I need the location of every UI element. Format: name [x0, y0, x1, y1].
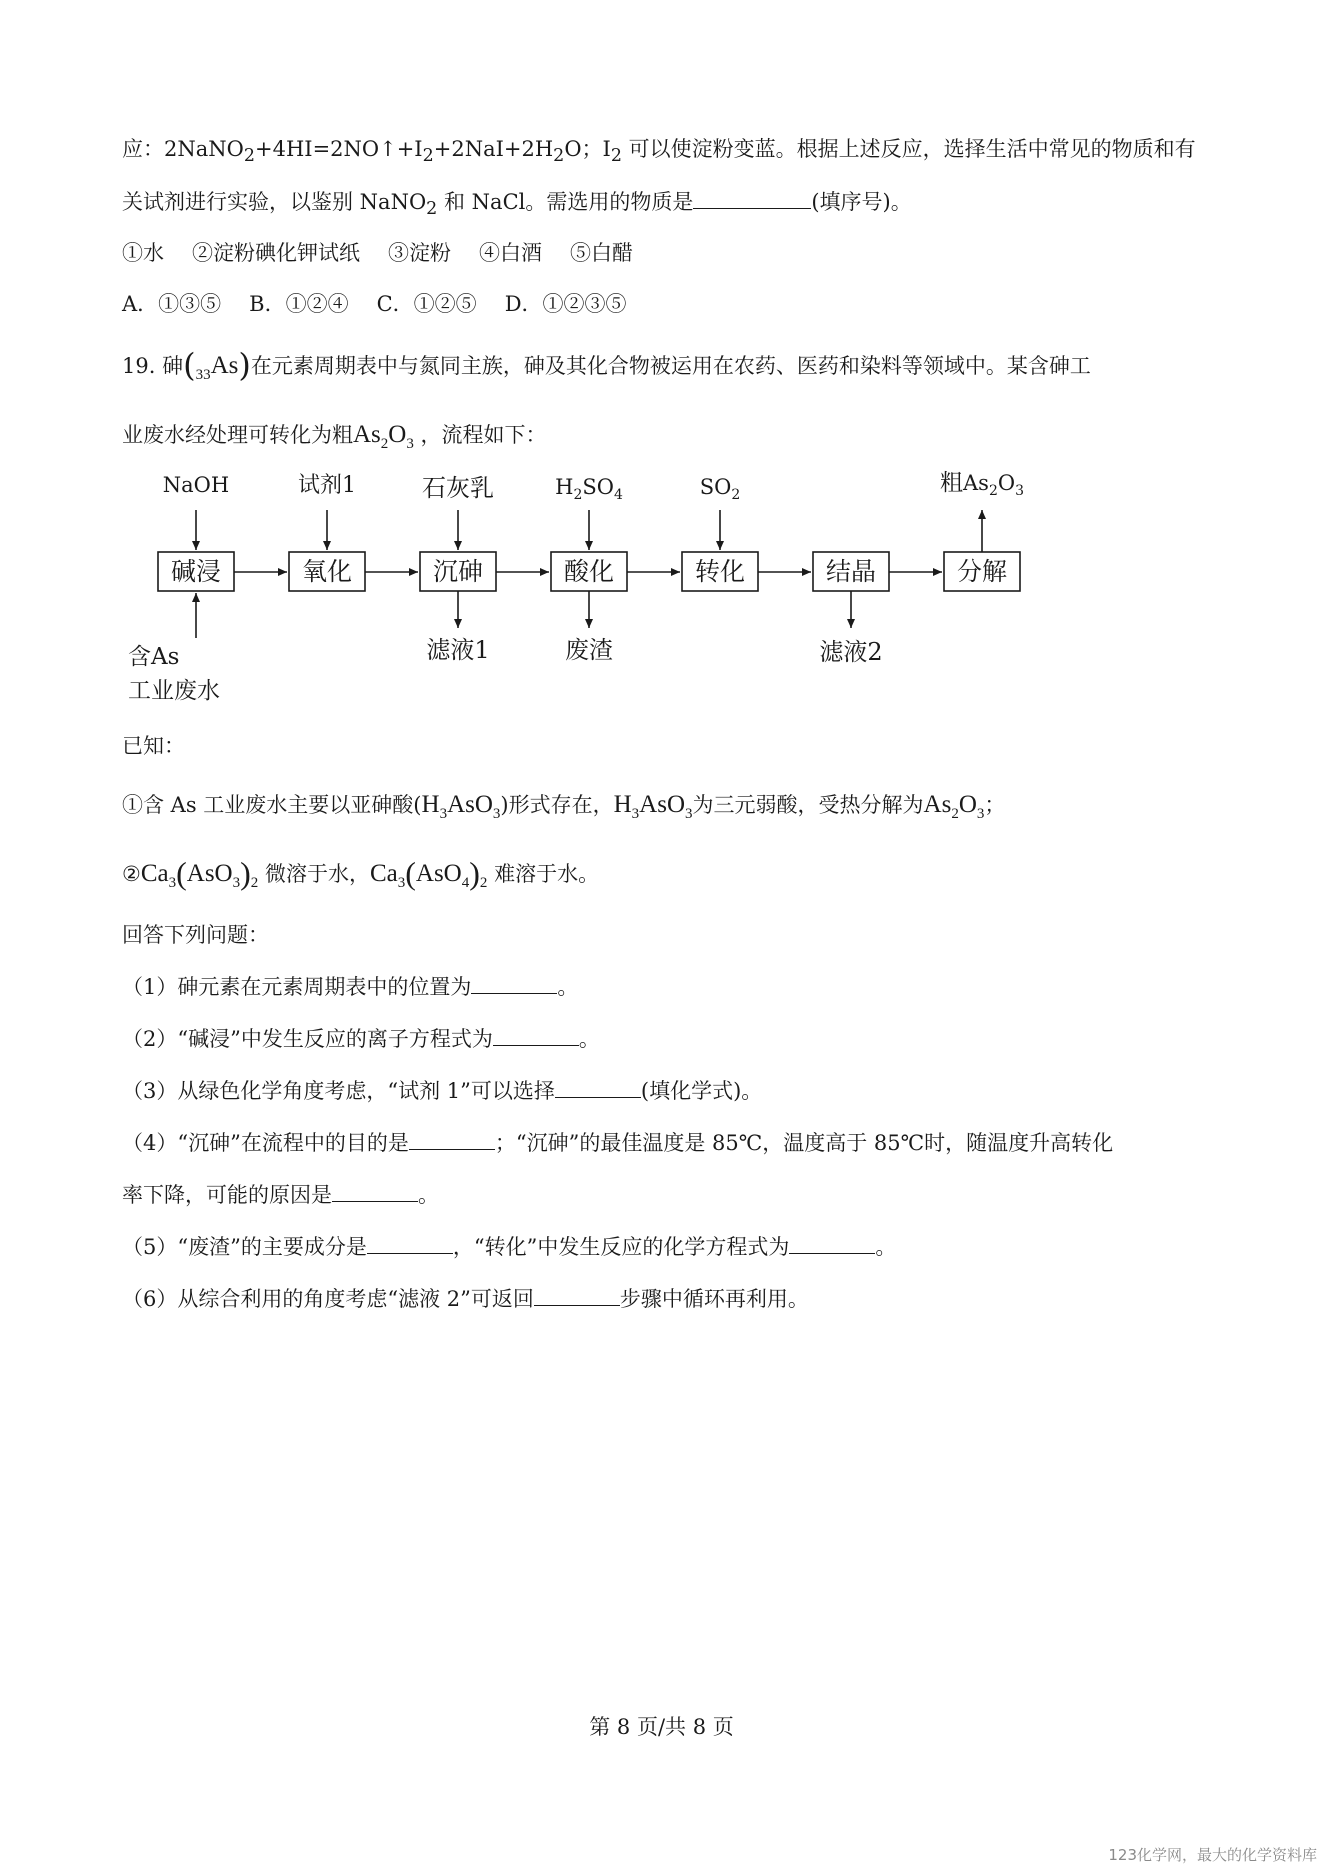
step-box-alkali-leach — [158, 552, 234, 591]
q19-intro-line2: 业废水经处理可转化为粗$As_2O_3$ ，流程如下： — [122, 421, 547, 452]
choice-b[interactable]: B．①②④ — [249, 292, 349, 316]
answer-blank[interactable] — [534, 1283, 620, 1306]
input-label-naoh: NaOH — [162, 473, 230, 497]
formula-as2o3: $As_2O_3$ — [353, 421, 414, 452]
svg-text:分解: 分解 — [956, 557, 1008, 586]
feed-label-line1: 含As — [128, 644, 180, 670]
input-label-h2so4: $H_2SO_4$ — [555, 475, 623, 503]
output-label-filtrate1: 滤液1 — [426, 636, 490, 664]
step-box-crystallization — [813, 552, 889, 591]
q18-choices — [122, 289, 655, 319]
page-footer: 第 8 页/共 8 页 — [589, 1715, 734, 1739]
q18-item: ③淀粉 — [388, 241, 451, 265]
question-part-5: （5）“废渣”的主要成分是 ，“转化”中发生反应的化学方程式为 。 — [122, 1231, 896, 1262]
step-box-oxidation — [289, 552, 365, 591]
known-fact-1: ①含 As 工业废水主要以亚砷酸$(H_3AsO_3)$形式存在，$H_3AsO_3$为三元弱酸，受热分解为$As_2O_3$； — [122, 791, 1006, 822]
q18-item: ⑤白醋 — [570, 241, 633, 265]
answer-blank[interactable] — [409, 1127, 495, 1150]
answer-title: 回答下列问题： — [122, 923, 269, 947]
svg-text:氧化: 氧化 — [301, 557, 353, 586]
svg-text:酸化: 酸化 — [563, 557, 615, 586]
q18-item: ①水 — [122, 241, 164, 265]
answer-blank[interactable] — [693, 186, 811, 209]
question-number: 19. — [122, 354, 156, 378]
step-box-acidification — [551, 552, 627, 591]
answer-blank[interactable] — [367, 1231, 453, 1254]
output-label-filtrate2: 滤液2 — [819, 638, 883, 666]
choice-a[interactable]: A．①③⑤ — [122, 292, 222, 316]
choice-d[interactable]: D．①②③⑤ — [504, 292, 627, 316]
svg-text:沉砷: 沉砷 — [432, 557, 484, 586]
answer-blank[interactable] — [555, 1075, 641, 1098]
answer-blank[interactable] — [789, 1231, 875, 1254]
step-box-precipitate-arsenic — [420, 552, 496, 591]
q18-items — [122, 238, 661, 268]
product-label-crude-as2o3: 粗$As_2O_3$ — [939, 470, 1025, 499]
q18-line2: 关试剂进行实验，以鉴别 NaNO$_2$ 和 NaCl。需选用的物质是 (填序号)。 — [122, 186, 912, 224]
input-label-so2: $SO_2$ — [699, 475, 741, 503]
input-label-lime-milk: 石灰乳 — [422, 474, 494, 502]
step-box-conversion — [682, 552, 758, 591]
question-part-4: （4）“沉砷”在流程中的目的是 ；“沉砷”的最佳温度是 85℃，温度高于 85℃时，随温度升高转化 — [122, 1127, 1113, 1158]
q18-item: ④白酒 — [479, 241, 542, 265]
output-label-waste-residue: 废渣 — [565, 636, 613, 664]
question-part-6: （6）从综合利用的角度考虑“滤液 2”可返回 步骤中循环再利用。 — [122, 1283, 809, 1314]
q18-item: ②淀粉碘化钾试纸 — [192, 241, 360, 265]
answer-blank[interactable] — [471, 971, 557, 994]
answer-blank[interactable] — [332, 1179, 418, 1202]
feed-label-line2: 工业废水 — [128, 678, 220, 704]
answer-blank[interactable] — [493, 1023, 579, 1046]
question-part-2: （2）“碱浸”中发生反应的离子方程式为 。 — [122, 1023, 600, 1054]
known-title: 已知： — [122, 734, 185, 758]
known-fact-2: $②Ca_3(AsO_3)_2$ 微溶于水，$Ca_3(AsO_4)_2$ 难溶于水。 — [122, 855, 600, 891]
q19-intro-line1: 19. 砷$(_{33}As)$在元素周期表中与氮同主族，砷及其化合物被运用在农药、医药和染料等领域中。某含砷工 — [122, 346, 1091, 384]
question-part-1: （1）砷元素在元素周期表中的位置为 。 — [122, 971, 578, 1002]
question-part-4-cont: 率下降，可能的原因是 。 — [122, 1179, 439, 1210]
svg-text:转化: 转化 — [694, 557, 746, 586]
q18-line1: 应：$2NaNO_2+4HI=2NO↑+I_2+2NaI+2H_2O$；$I_2$ 可以使淀粉变蓝。根据上述反应，选择生活中常见的物质和有 — [122, 137, 1196, 167]
watermark: 123化学网，最大的化学资料库 — [1108, 1846, 1317, 1864]
question-part-3: （3）从绿色化学角度考虑，“试剂 1”可以选择 (填化学式)。 — [122, 1075, 762, 1106]
choice-c[interactable]: C．①②⑤ — [376, 292, 477, 316]
svg-text:碱浸: 碱浸 — [170, 557, 222, 586]
input-label-reagent1: 试剂1 — [298, 473, 356, 498]
arsenic-symbol: $_{33}$As — [195, 352, 239, 383]
svg-text:结晶: 结晶 — [825, 557, 877, 586]
step-box-decomposition — [944, 552, 1020, 591]
process-flow-diagram — [100, 460, 1080, 715]
